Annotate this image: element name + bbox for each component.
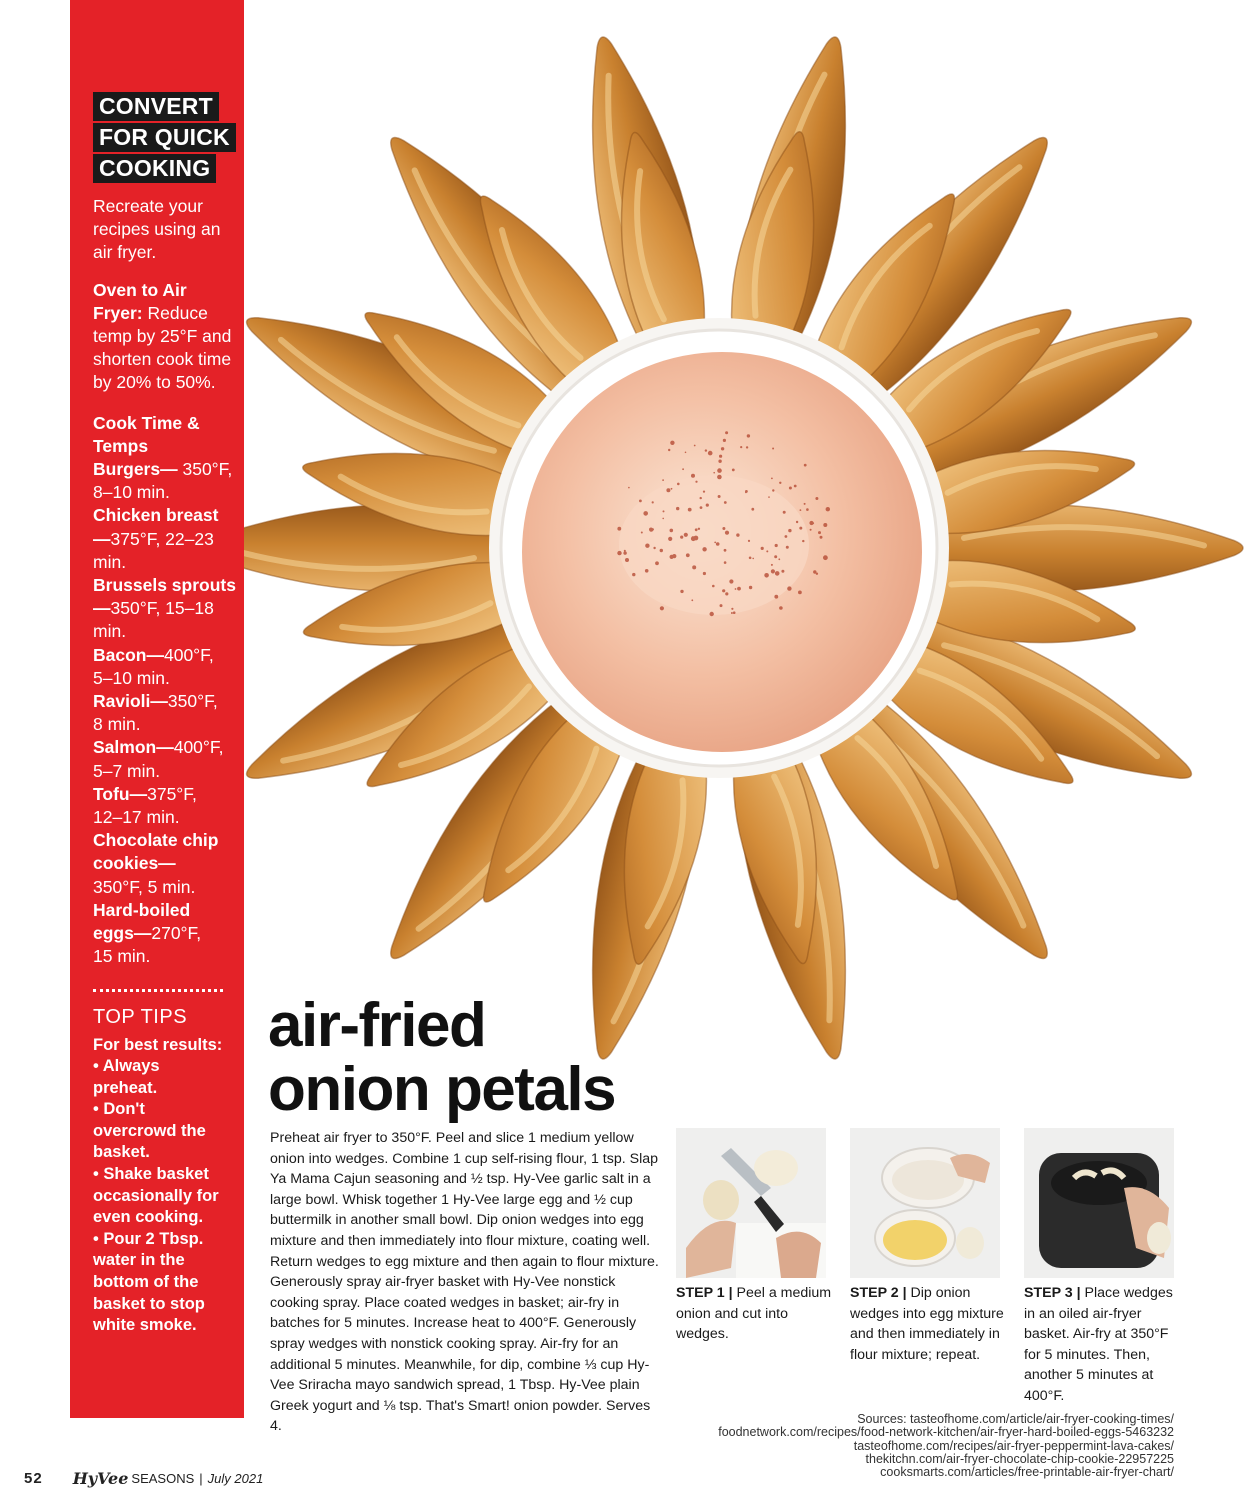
convert-badge — [93, 92, 244, 185]
oven-to-air-fryer — [93, 279, 238, 395]
sidebar-panel — [70, 0, 244, 1418]
source-line: cooksmarts.com/articles/free-printable-air-fryer-chart/ — [880, 1465, 1174, 1480]
cook-time-item: Tofu—375°F, 12–17 min. — [93, 783, 197, 828]
oven-title: Oven to Air Fryer: — [93, 279, 187, 323]
sources-list — [574, 1413, 1174, 1479]
step-2-photo — [850, 1128, 1000, 1278]
step-1-label: STEP 1 | — [676, 1285, 733, 1301]
headline-line-1: air-fried — [268, 991, 486, 1060]
cook-time-item: Ravioli—350°F, 8 min. — [93, 691, 218, 735]
page-number: 52 — [24, 1470, 43, 1487]
cook-time-item: Hard-boiled eggs—270°F, 15 min. — [93, 899, 202, 967]
page-footer — [24, 1469, 263, 1488]
onion-petals-photo — [244, 0, 1250, 1100]
tips-intro: For best results: — [93, 1035, 223, 1054]
source-line: thekitchn.com/air-fryer-chocolate-chip-cookie-22957225 — [865, 1451, 1174, 1466]
step-3-caption: STEP 3 | Place wedges in an oiled air-fryer basket. Air-fry at 350°F for 5 minutes. Then, another 5 minutes at 400°F. — [1024, 1285, 1173, 1404]
cook-time-list — [93, 458, 238, 968]
tip-item: • Always preheat. — [93, 1057, 160, 1097]
step-3-label: STEP 3 | — [1024, 1285, 1081, 1301]
step-2-caption: STEP 2 | Dip onion wedges into egg mixture and then immediately in flour mixture; repeat. — [850, 1285, 1004, 1363]
magazine-name: SEASONS — [131, 1471, 195, 1486]
food-illustration — [244, 0, 1250, 1100]
hyvee-logo: HyVee — [72, 1469, 129, 1488]
recipe-instructions: Preheat air fryer to 350°F. Peel and slice 1 medium yellow onion into wedges. Combine 1 cup self-rising flour, 1 tsp. Slap Ya Mama Cajun seasoning and ½ tsp. Hy-Vee garlic salt in a large bowl. Whisk together 1 Hy-Vee large egg and ½ cup buttermilk in another small bowl. Dip onion wedges into egg mixture and then immediately into flour mixture, coating well. Return wedges to egg mixture and then again to flour mixture. Generously spray air-fryer basket with Hy-Vee nonstick cooking spray. Place coated wedges in basket; air-fry in batches for 5 minutes. Increase heat to 400°F. Generously spray wedges with nonstick cooking spray. Air-fry for an additional 5 minutes. Meanwhile, for dip, combine ⅓ cup Hy-Vee Sriracha mayo sandwich spread, 1 Tbsp. Hy-Vee plain Greek yogurt and ⅛ tsp. That's Smart! onion powder. Serves 4. — [270, 1130, 659, 1435]
badge-line-1: CONVERT — [93, 92, 219, 121]
oven-text: Reduce temp by 25°F and shorten cook time by 20% to 50%. — [93, 302, 232, 393]
dotted-divider — [93, 989, 223, 992]
step-2-label: STEP 2 | — [850, 1285, 907, 1301]
step-1-photo — [676, 1128, 826, 1278]
cook-time-item: Brussels sprouts—350°F, 15–18 min. — [93, 575, 236, 642]
source-line: Sources: tasteofhome.com/article/air-fryer-cooking-times/ — [857, 1412, 1174, 1426]
issue-date: July 2021 — [207, 1471, 264, 1486]
cook-time-item: Burgers— 350°F, 8–10 min. — [93, 459, 233, 503]
headline-line-2: onion petals — [268, 1055, 616, 1124]
badge-line-3: COOKING — [93, 154, 216, 183]
recipe-headline — [268, 991, 688, 1124]
footer-separator: | — [199, 1471, 203, 1486]
step-3-photo — [1024, 1128, 1174, 1278]
sidebar-intro: Recreate your recipes using an air fryer. — [93, 196, 221, 263]
cook-time-item: Bacon—400°F, 5–10 min. — [93, 644, 214, 688]
tip-item: • Pour 2 Tbsp. water in the bottom of the basket to stop white smoke. — [93, 1229, 205, 1335]
cook-time-item: Salmon—400°F, 5–7 min. — [93, 737, 224, 781]
cook-time-title: Cook Time & Temps — [93, 412, 200, 456]
tip-item: • Shake basket occasionally for even cooking. — [93, 1165, 219, 1227]
top-tips-title: TOP TIPS — [93, 1005, 188, 1028]
top-tips-list — [93, 1035, 233, 1337]
cook-time-item: Chicken breast—375°F, 22–23 min. — [93, 505, 219, 572]
step-1-caption: STEP 1 | Peel a medium onion and cut into wedges. — [676, 1285, 832, 1343]
dip-bowl — [489, 318, 949, 778]
cook-time-item: Chocolate chip cookies—350°F, 5 min. — [93, 830, 219, 897]
source-line: tasteofhome.com/recipes/air-fryer-peppermint-lava-cakes/ — [853, 1438, 1174, 1453]
tip-item: • Don't overcrowd the basket. — [93, 1100, 206, 1162]
source-line: foodnetwork.com/recipes/food-network-kitchen/air-fryer-hard-boiled-eggs-5463232 — [718, 1425, 1174, 1440]
badge-line-2: FOR QUICK — [93, 123, 236, 152]
